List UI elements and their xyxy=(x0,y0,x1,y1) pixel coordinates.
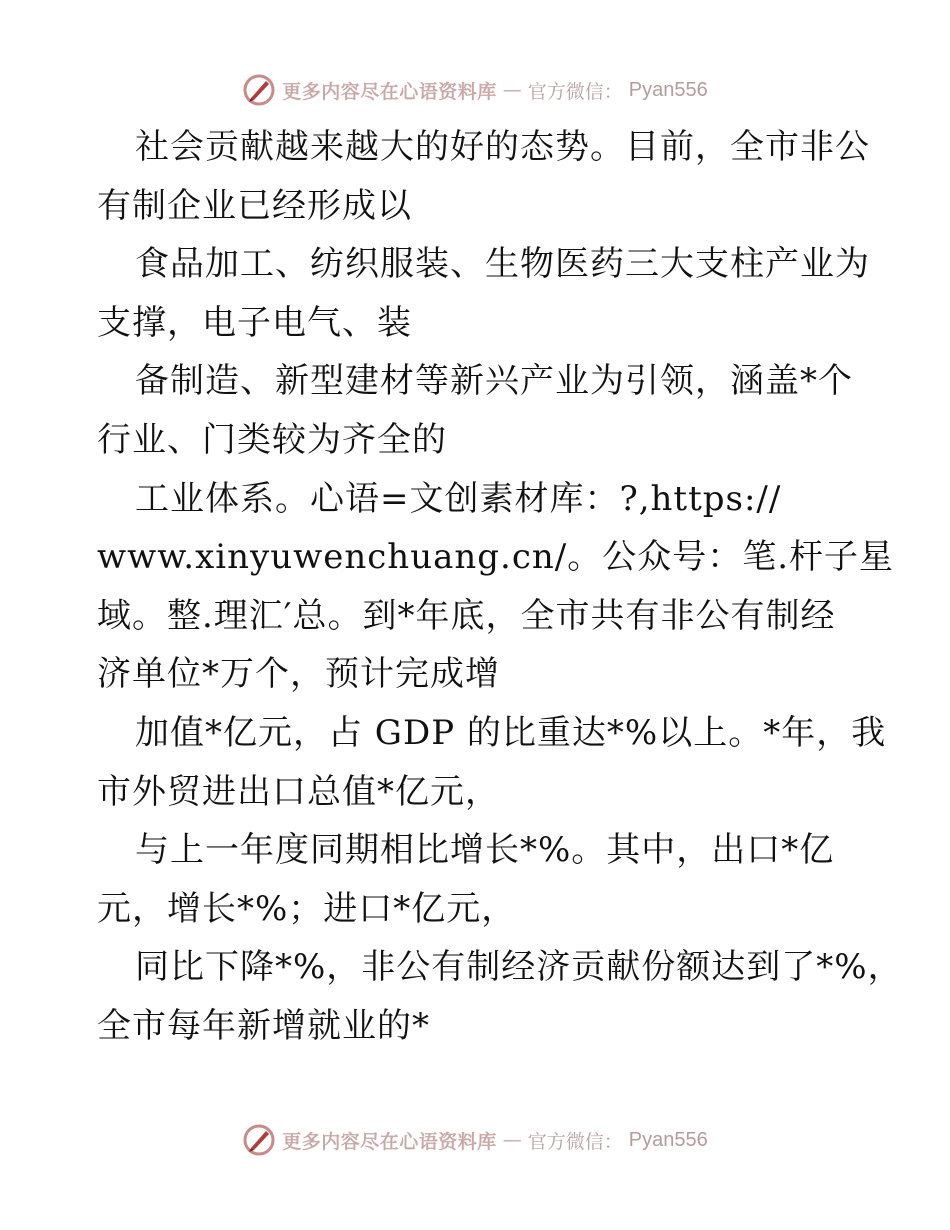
banner-site-text: 更多内容尽在心语资料库 xyxy=(282,80,497,103)
banner-site-text: 更多内容尽在心语资料库 xyxy=(282,1130,497,1153)
text-line: 济单位*万个，预计完成增 xyxy=(97,654,500,695)
banner-separator: — xyxy=(502,1129,522,1151)
text-line: 食品加工、纺织服装、生物医药三大支柱产业为 xyxy=(135,244,870,285)
text-line: 有制企业已经形成以 xyxy=(97,185,412,226)
text-line: 支撑，电子电气、装 xyxy=(97,302,412,343)
banner-wechat-id: Pyan556 xyxy=(628,1128,708,1151)
text-line: 社会贡献越来越大的好的态势。目前，全市非公 xyxy=(135,127,870,167)
footer-watermark-banner xyxy=(0,1120,950,1160)
banner-wechat-label: 官方微信： xyxy=(527,1130,623,1153)
text-line: 加值*亿元，占 GDP 的比重达*%以上。*年，我 xyxy=(135,712,887,753)
text-line: www.xinyuwenchuang.cn/。公众号：笔.杆子星 xyxy=(97,537,895,578)
banner-wechat-id: Pyan556 xyxy=(628,78,708,101)
text-line: 元，增长*%；进口*亿元， xyxy=(97,888,517,929)
text-line: 市外贸进出口总值*亿元， xyxy=(97,771,500,812)
text-line: 同比下降*%，非公有制经济贡献份额达到了*%， xyxy=(135,947,903,988)
text-line: 域。整.理汇′总。到*年底，全市共有非公有制经 xyxy=(97,595,836,636)
banner-wechat-label: 官方微信： xyxy=(527,80,623,103)
text-line: 工业体系。心语=文创素材库：?,https:// xyxy=(135,478,782,519)
header-watermark-banner xyxy=(0,70,950,110)
quill-logo-icon xyxy=(242,73,276,107)
text-line: 备制造、新型建材等新兴产业为引领，涵盖*个 xyxy=(135,361,853,402)
text-line: 全市每年新增就业的* xyxy=(97,1005,430,1046)
document-body xyxy=(97,118,903,1056)
banner-separator: — xyxy=(502,79,522,101)
text-line: 与上一年度同期相比增长*%。其中，出口*亿 xyxy=(135,830,835,871)
text-line: 行业、门类较为齐全的 xyxy=(97,419,447,460)
quill-logo-icon xyxy=(242,1123,276,1157)
